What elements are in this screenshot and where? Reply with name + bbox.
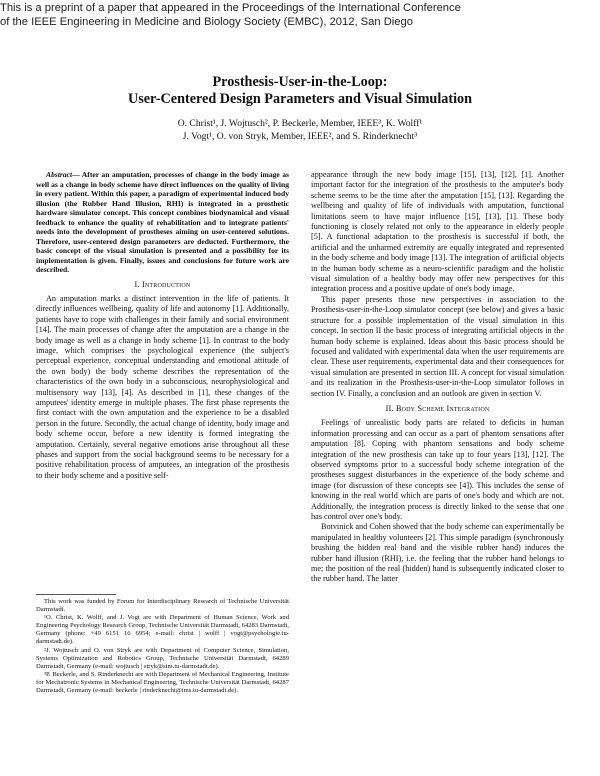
title-line-1: Prosthesis-User-in-the-Loop: <box>212 74 388 90</box>
footnotes <box>36 598 289 695</box>
footnote-2: ²J. Wojtusch and O. von Stryk are with Department of Computer Science, Simulation, Systems Optimization and Robotics Group, Technische Universität Darmstadt, 64289 Darmstadt, Germany (e-mail: wojtusch | stryk@sim.tu-darmstadt.de). <box>36 646 289 670</box>
intro-paragraph-1-continued: appearance through the new body image [15], [13], [12], [1]. Another important factor for the integration of the prosthesis to the amputee's body scheme seems to be the time after the amputation [15], [13]. Regarding the wellbeing and quality of life of individuals with amputation, functional limitations seem to have major influence [15], [13], [1]. These body functioning is closely related not only to the appearance in elderly people [5]. A functional adaptation to the prosthesis is successful if both, the artificial and the unharmed extremity are equally integrated and represented in the body scheme and body image [13]. The integration of artificial objects in the human body scheme as a neuro-scientific paradigm and the holistic visual simulation of a healthy body may offer new perspectives for this integration process and a positive update of one's body image. <box>311 170 564 294</box>
abstract <box>36 170 289 275</box>
intro-paragraph-2: This paper presents those new perspectives in association to the Prosthesis-user-in-the-Loop simulator concept (see below) and gives a basic structure for a possible implementation of the visual simulation in this concept. In section II the basic process of integrating artificial objects in the human body scheme is explained. Ideas about this basic process should be focused and validated with experimental data when the user requirements are clear. These user requirements, experimental data and their consequences for visual simulation are presented in section III. A concept for visual simulation and its realization in the Prosthesis-user-in-the-Loop simulator follows in section IV. Finally, a conclusion and an outlook are given in section V. <box>311 294 564 398</box>
footnote-rule <box>36 594 116 595</box>
authors-line-1: O. Christ¹, J. Wojtusch², P. Beckerle, Member, IEEE³, K. Wolff¹ <box>177 118 423 129</box>
preprint-line-2: of the IEEE Engineering in Medicine and Biology Society (EMBC), 2012, San Diego <box>0 15 413 28</box>
left-column <box>36 170 289 481</box>
abstract-label: Abstract <box>46 170 73 179</box>
right-column <box>311 170 564 585</box>
footnote-funding: This work was funded by Forum for Interdisciplinary Research of Technische Universität Darmstadt. <box>36 598 289 614</box>
intro-paragraph-1: An amputation marks a distinct intervention in the life of patients. It directly influences wellbeing, quality of life and autonomy [1]. Additionally, patients have to cope with challenges in their family and social environment [14]. The main processes of change after the amputation are a change in the body image as well as a change in body scheme [1]. In contrast to the body image, which comprises the psychological experience (the subject's perceptual experience, conceptual understanding and emotional attitude of the own body) the body scheme describes the representation of the characteristics of the own body in a subconscious, neurophysiological and multisensory way [13], [4]. As described in [1], these changes of the amputees' identity emerge in multiple phases. The first phase represents the first contact with the own amputation and the experience to be a disabled person in the future. Secondly, the actual change of identity, body image and body scheme occur, before a new identity is formed integrating the amputation. Certainly, several negative emotions arise throughout all these phases and support from the social background seems to be necessary for a positive rehabilitation process of amputees, an integration of the prosthesis to their body scheme and a positive self- <box>36 293 289 480</box>
authors-line-2: J. Vogt¹, O. von Stryk, Member, IEEE², and S. Rinderknecht³ <box>182 131 418 142</box>
author-list <box>0 117 600 143</box>
title-line-2: User-Centered Design Parameters and Visual Simulation <box>127 91 473 107</box>
abstract-text: — After an amputation, processes of change in the body image as well as a change in body scheme have direct influences on the quality of living in every patient. Within this paper, a paradigm of experimental induced body illusion (the Rubber Hand Illusion, RHI) is integrated in a prosthetic hardware simulator concept. This concept combines biodynamical and visual feedback to enhance the quality of rehabilitation and to integrate patients' needs into the development of prostheses aiming on user-centered solutions. Therefore, user-centered design parameters are deducted. Furthermore, the basic concept of the visual simulation is presented and a possibility for its implementation is given. Finally, issues and conclusions for future work are described. <box>36 170 289 274</box>
paper-title <box>0 74 600 108</box>
body-scheme-paragraph-2: Botvinick and Cohen showed that the body scheme can experimentally be manipulated in healthy volunteers [2]. This simple paradigm (synchronously brushing the hidden real hand and the visible rubber hand) induces the rubber hand illusion (RHI), i.e. the feeling that the rubber hand belongs to me; the position of the real (hidden) hand is subsequently indicated closer to the rubber hand. The latter <box>311 522 564 584</box>
footnote-1: ¹O. Christ, K. Wolff, and J. Vogt are with Department of Human Science, Work and Engineering Psychology Research Group, Technische Universität Darmstadt, 64283 Darmstadt, Germany (phone: +49 6151 16 6954; e-mail: christ | wolff | vogt@psychologie.tu-darmstadt.de). <box>36 614 289 646</box>
footnote-3: ³P. Beckerle, and S. Rinderknecht are with Department of Mechanical Engineering, Institute for Mechatronic Systems in Mechanical Engineering, Technische Universität Darmstadt, 64287 Darmstadt, Germany (e-mail: beckerle | rinderknecht@ims.tu-darmstadt.de). <box>36 670 289 695</box>
preprint-line-1: This is a preprint of a paper that appeared in the Proceedings of the International Conference <box>0 2 461 14</box>
section-1-heading: I. Introduction <box>134 279 191 289</box>
section-2-heading: II. Body Scheme Integration <box>385 403 490 413</box>
body-scheme-paragraph-1: Feelings of unrealistic body parts are related to deficits in human information processing and can occur as a part of phantom sensations after amputation [8]. Coping with phantom sensations and body scheme integration of the new prosthesis can take up to four years [13], [12]. The observed symptoms prior to a successful body scheme integration of the prostheses suggest disturbances in the experience of the body scheme and image (for discussion of these concepts see [4]). This includes the sense of knowing in the real world which are parts of one's body and which are not. Additionally, the integration process is directly linked to the sense that one has control over one's body. <box>311 418 564 521</box>
preprint-notice <box>0 2 600 29</box>
